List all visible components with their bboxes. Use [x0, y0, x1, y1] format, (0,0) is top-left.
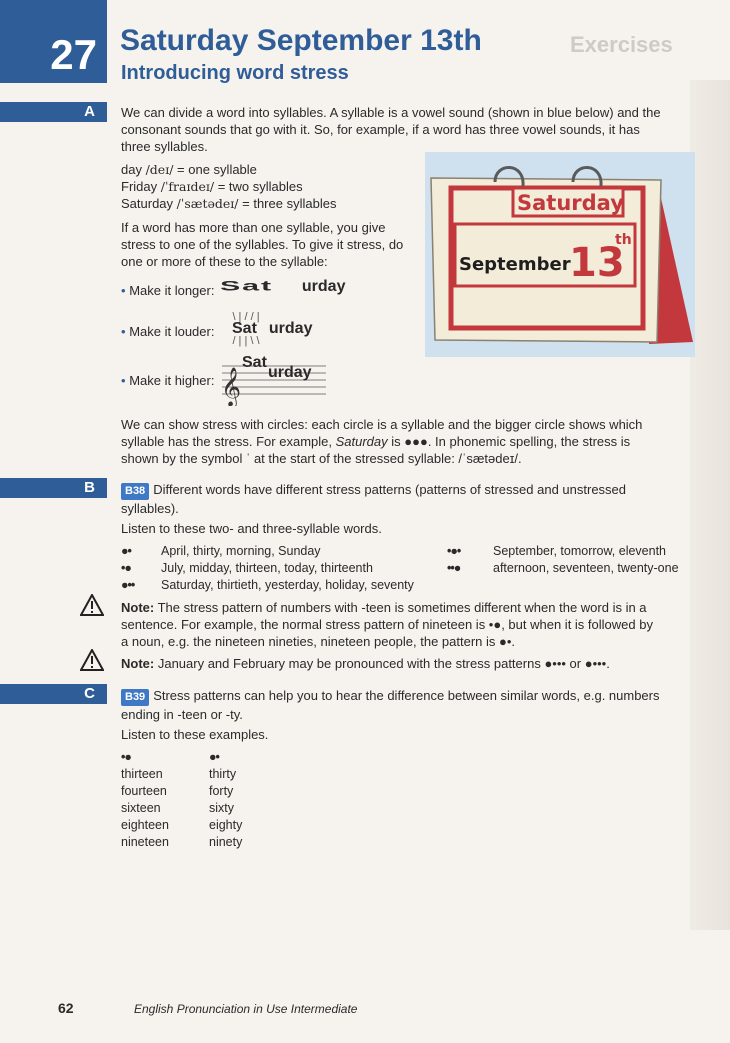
teen-word: sixteen — [121, 801, 161, 815]
bullet-higher: • Make it higher: — [121, 373, 215, 388]
section-c-listen: Listen to these examples. — [121, 727, 269, 742]
calendar-day: Saturday — [517, 191, 624, 215]
teen-list — [121, 766, 169, 851]
bullet-label: Make it higher: — [129, 373, 215, 388]
calendar-number: 13 — [569, 240, 625, 286]
ty-list — [209, 766, 242, 851]
ty-word: thirty — [209, 767, 237, 781]
note-months — [121, 655, 661, 672]
demo-louder — [232, 320, 312, 338]
unit-number: 27 — [0, 0, 107, 83]
warning-icon — [80, 594, 104, 616]
calendar-suffix: th — [615, 232, 632, 248]
stress-row — [447, 543, 666, 560]
ty-pattern: ●• — [209, 750, 219, 764]
stress-pattern: ●•• — [121, 578, 135, 592]
page-number: 62 — [58, 1000, 74, 1016]
note-label: Note: — [121, 656, 155, 671]
section-b-intro-text: Different words have different stress patterns (patterns of stressed and unstressed syllables). — [121, 482, 627, 516]
stress-intro: If a word has more than one syllable, you give stress to one of the syllables. To give it stress, do one or more of these to the syllable: — [121, 220, 404, 269]
example-word: Saturday — [121, 196, 174, 211]
loud-lines: \ | / / | / | | \ \ — [232, 311, 260, 347]
stress-words: afternoon, seventeen, twenty-one — [493, 561, 679, 575]
stress-row — [447, 560, 679, 577]
stress-words: September, tomorrow, eleventh — [493, 544, 667, 558]
note-label: Note: — [121, 600, 155, 615]
treble-clef-icon: 𝄞 — [221, 367, 242, 406]
teen-word: nineteen — [121, 835, 169, 849]
example-gloss: = two syllables — [217, 179, 303, 194]
ty-word: sixty — [209, 801, 234, 815]
example-phon: /ˈsætədeɪ/ — [176, 196, 239, 211]
bullet-louder: • Make it louder: — [121, 324, 215, 339]
audio-track-b39[interactable]: B39 — [121, 689, 149, 706]
calendar-illustration — [425, 152, 695, 357]
teen-word: eighteen — [121, 818, 169, 832]
stress-words: July, midday, thirteen, today, thirteenth — [161, 561, 373, 575]
demo-stressed: Sat — [220, 279, 274, 294]
bullet-label: Make it louder: — [129, 324, 215, 339]
book-title: English Pronunciation in Use Intermediate — [134, 1002, 358, 1016]
stress-pattern: ••● — [447, 561, 461, 575]
example-day — [121, 161, 257, 178]
circles-text-1: We can show stress with circles: each circle is a syllable and the bigger circle shows which syllable has the stress. For example, — [121, 417, 643, 449]
page-bleed — [690, 80, 730, 930]
page-subtitle: Introducing word stress — [121, 62, 349, 84]
ty-word: forty — [209, 784, 234, 798]
example-phon: /ˈfraɪdeɪ/ — [160, 179, 215, 194]
demo-rest: urday — [268, 320, 313, 337]
note-text: The stress pattern of numbers with -teen is sometimes different when the word is in a sentence. For example, the normal stress pattern of nineteen is •●, but when it is followed by a noun, e.g. the nineteen nineties, nineteen people, the pattern is ●•. — [121, 600, 653, 649]
stress-row — [121, 560, 373, 577]
demo-longer — [220, 278, 345, 296]
example-word: Friday — [121, 179, 158, 194]
stress-row — [121, 577, 414, 594]
stress-pattern: •● — [121, 561, 131, 575]
section-a-label: A — [0, 102, 107, 122]
stress-pattern: •●• — [447, 544, 461, 558]
stress-words: April, thirty, morning, Sunday — [161, 544, 321, 558]
teen-word: thirteen — [121, 767, 163, 781]
bullet-label: Make it longer: — [129, 283, 215, 298]
example-gloss: = one syllable — [177, 162, 257, 177]
stress-pattern: ●• — [121, 544, 131, 558]
section-b-intro — [121, 481, 661, 517]
ty-word: ninety — [209, 835, 243, 849]
circles-text-2: is ●●●. In phonemic spelling, the stress is shown by the symbol ˈ at the start of the stressed syllable: /ˈsætədeɪ/. — [121, 434, 631, 466]
warning-icon — [80, 649, 104, 671]
section-c-intro-text: Stress patterns can help you to hear the difference between similar words, e.g. numbers ending in -teen or -ty. — [121, 688, 660, 722]
teen-word: fourteen — [121, 784, 167, 798]
bullet-longer: • Make it longer: — [121, 283, 215, 298]
demo-stressed: Sat — [232, 320, 257, 337]
demo-higher-rest: urday — [268, 364, 312, 381]
circles-example-word: Saturday — [335, 434, 388, 449]
teen-pattern: •● — [121, 750, 131, 764]
page-title: Saturday September 13th — [120, 24, 482, 57]
example-saturday — [121, 195, 336, 212]
section-b-listen: Listen to these two- and three-syllable words. — [121, 521, 382, 536]
note-text: January and February may be pronounced with the stress patterns ●••• or ●•••. — [157, 656, 610, 671]
example-friday — [121, 178, 303, 195]
note-teen — [121, 599, 661, 650]
example-gloss: = three syllables — [242, 196, 337, 211]
example-word: day — [121, 162, 142, 177]
section-c-intro — [121, 687, 661, 723]
section-a-intro: We can divide a word into syllables. A syllable is a vowel sound (shown in blue below) and the consonant sounds that go with it. So, for example, if a word has three vowel sounds, it has three syllables. — [121, 105, 661, 154]
demo-higher-stressed: Sat — [242, 354, 267, 371]
audio-track-b38[interactable]: B38 — [121, 483, 149, 500]
demo-rest: urday — [301, 278, 346, 295]
circles-explanation — [121, 416, 661, 467]
ty-word: eighty — [209, 818, 243, 832]
section-c-label: C — [0, 684, 107, 704]
ghost-exercises: Exercises — [570, 32, 673, 57]
stress-row — [121, 543, 321, 560]
stress-words: Saturday, thirtieth, yesterday, holiday, seventy — [161, 578, 414, 592]
section-b-label: B — [0, 478, 107, 498]
calendar-month: September — [459, 254, 571, 275]
example-phon: /deɪ/ — [145, 162, 174, 177]
